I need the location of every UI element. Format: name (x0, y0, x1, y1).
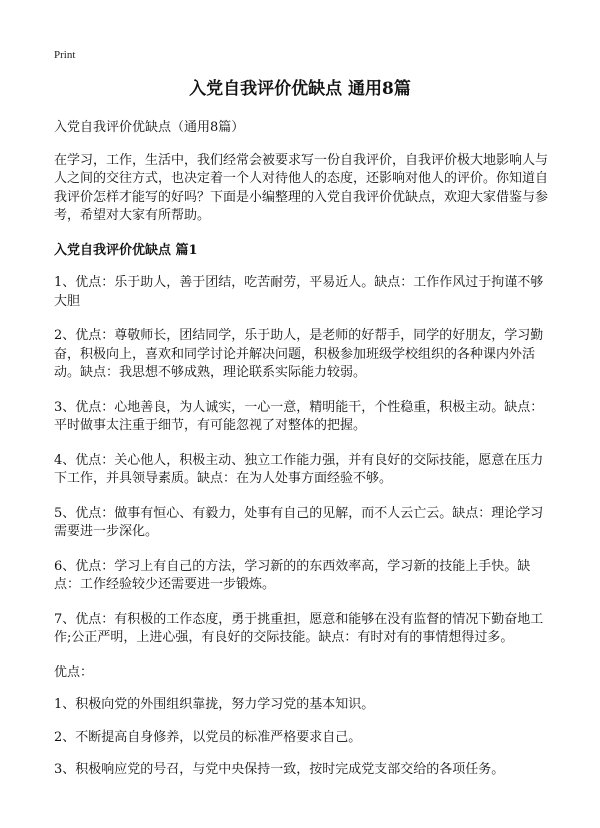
list-item: 6、优点：学习上有自己的方法，学习新的的东西效率高，学习新的技能上手快。缺点：工作经验较少还需要进一步锻炼。 (54, 558, 531, 592)
document-body (54, 119, 549, 794)
list-item: 5、优点：做事有恒心、有毅力，处事有自己的见解，而不人云亡云。缺点：理论学习需要进一步深化。 (54, 505, 544, 539)
advantages-label: 优点： (54, 664, 94, 680)
print-label: Print (54, 49, 76, 61)
list-item: 2、优点：尊敬师长，团结同学，乐于助人，是老师的好帮手，同学的好朋友，学习勤奋，积极向上，喜欢和同学讨论并解决问题，积极参加班级学校组织的各种课内外活动。缺点：我思想不够成熟，理论联系实际能力较弱。 (54, 328, 544, 380)
list-item: 4、优点：关心他人，积极主动、独立工作能力强，并有良好的交际技能，愿意在压力下工作，并具领导素质。缺点：在为人处事方面经验不够。 (54, 452, 544, 486)
list-item: 1、优点：乐于助人，善于团结，吃苦耐劳，平易近人。缺点：工作作风过于拘谨不够大胆 (54, 275, 544, 309)
section-heading: 入党自我评价优缺点 篇1 (54, 242, 198, 258)
list-item: 7、优点：有积极的工作态度，勇于挑重担，愿意和能够在没有监督的情况下勤奋地工作;公正严明，上进心强，有良好的交际技能。缺点：有时对有的事情想得过多。 (54, 611, 544, 645)
advantage-item: 2、不断提高自身修养，以党员的标准严格要求自己。 (54, 729, 362, 745)
advantage-item: 3、积极响应党的号召，与党中央保持一致，按时完成党支部交给的各项任务。 (54, 762, 505, 777)
document-subtitle: 入党自我评价优缺点（通用8篇） (54, 120, 245, 135)
list-item: 3、优点：心地善良，为人诚实，一心一意，精明能干，个性稳重，积极主动。缺点：平时做事太注重于细节，有可能忽视了对整体的把握。 (54, 399, 544, 433)
document-title: 入党自我评价优缺点 通用8篇 (189, 79, 411, 99)
advantage-item: 1、积极向党的外围组织靠拢，努力学习党的基本知识。 (54, 697, 375, 712)
intro-paragraph: 在学习，工作，生活中，我们经常会被要求写一份自我评价，自我评价极大地影响人与人之间的交往方式，也决定着一个人对待他人的态度，还影响对他人的评价。你知道自我评价怎样才能写的好吗？下面是小编整理的入党自我评价优缺点，欢迎大家借鉴与参考，希望对大家有所帮助。 (54, 152, 549, 223)
